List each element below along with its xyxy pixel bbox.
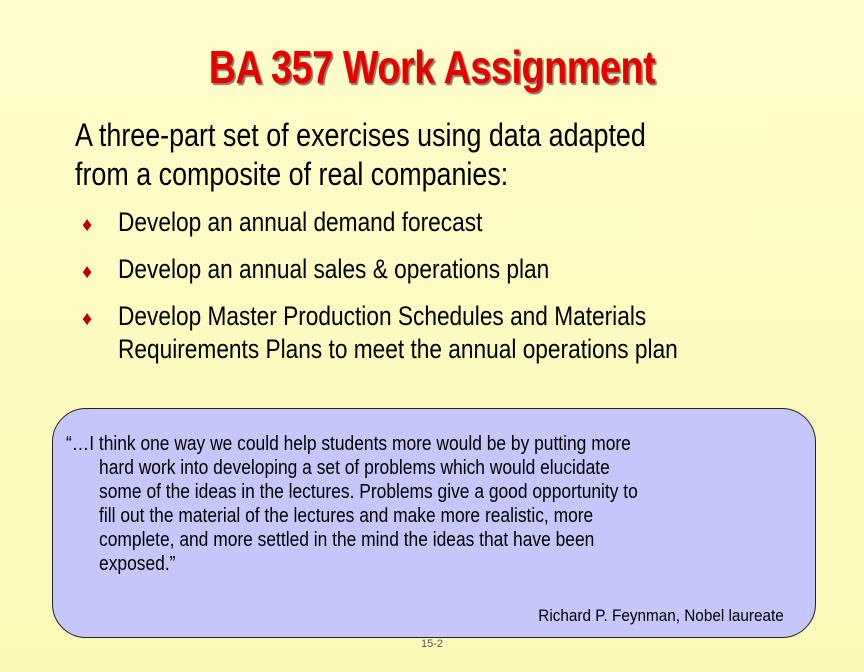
- quote-attribution: Richard P. Feynman, Nobel laureate: [538, 606, 784, 625]
- bullet-line: Develop Master Production Schedules and Materials: [118, 301, 647, 331]
- bullet-list: [78, 206, 858, 380]
- slide-title: BA 357 Work Assignment: [208, 41, 656, 93]
- bullet-item: [78, 206, 858, 239]
- bullet-line: Develop an annual sales & operations plan: [118, 254, 550, 284]
- intro-line: A three-part set of exercises using data adapted: [75, 117, 646, 153]
- bullet-text: [118, 300, 678, 366]
- bullet-line: Develop an annual demand forecast: [118, 207, 483, 237]
- page-number: 15-2: [420, 638, 444, 650]
- quote-line: hard work into developing a set of problems which would elucidate: [99, 457, 610, 479]
- intro-text: [75, 116, 713, 194]
- bullet-item: [78, 300, 858, 366]
- bullet-text: [118, 253, 549, 286]
- diamond-bullet-icon: ♦: [82, 308, 93, 330]
- quote-line: exposed.”: [99, 553, 176, 575]
- quote-line: some of the ideas in the lectures. Problems give a good opportunity to: [99, 481, 638, 503]
- quote-text: [66, 432, 826, 576]
- bullet-item: [78, 253, 858, 286]
- quote-line: “…I think one way we could help students more would be by putting more: [66, 433, 631, 455]
- quote-line: complete, and more settled in the mind the ideas that have been: [99, 529, 595, 551]
- bullet-line: Requirements Plans to meet the annual operations plan: [118, 334, 678, 364]
- bullet-text: [118, 206, 482, 239]
- quote-line: fill out the material of the lectures and make more realistic, more: [99, 505, 594, 527]
- intro-line: from a composite of real companies:: [75, 156, 509, 192]
- diamond-bullet-icon: ♦: [82, 261, 93, 283]
- diamond-bullet-icon: ♦: [82, 214, 93, 236]
